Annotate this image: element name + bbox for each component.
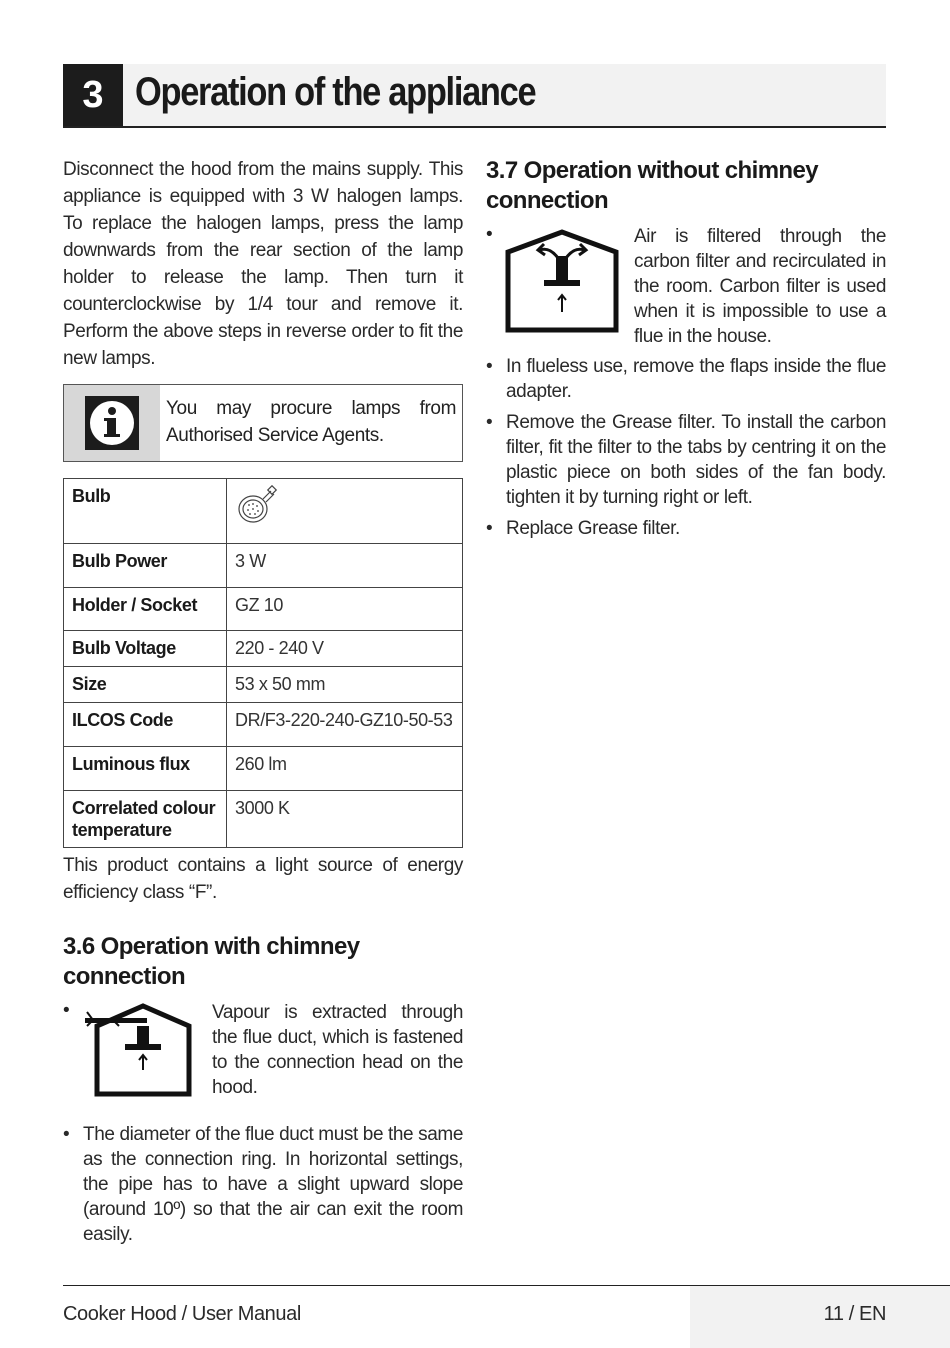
footer-manual-title: Cooker Hood / User Manual (63, 1303, 301, 1325)
bulb-spec-table (63, 478, 463, 848)
info-icon-cell (64, 385, 160, 461)
spec-label: ILCOS Code (64, 703, 227, 747)
footer-page-band (690, 1286, 950, 1348)
spec-value: 3 W (227, 544, 463, 588)
section-37-bullet-4 (486, 516, 886, 541)
footer-page-number: 11 / EN (823, 1303, 886, 1325)
spec-value-bulb (227, 479, 463, 544)
bullet-dot: • (63, 1000, 70, 1021)
bullet-dot: • (63, 1124, 70, 1145)
info-note-box (63, 384, 463, 462)
spec-value: 260 lm (227, 747, 463, 791)
chapter-number: 3 (63, 64, 123, 126)
info-note-text: You may procure lamps from Authorised Service Agents. (166, 398, 456, 446)
section-36-title: 3.6 Operation with chimney connection (63, 933, 360, 990)
spec-value: 3000 K (227, 791, 463, 848)
bullet-dot: • (486, 224, 493, 245)
spec-label: Luminous flux (64, 747, 227, 791)
bullet-text: In flueless use, remove the flaps inside the flue adapter. (506, 356, 886, 402)
recirculation-hood-icon (504, 226, 620, 334)
section-36-bullet-2 (63, 1122, 463, 1247)
info-icon (85, 396, 139, 450)
table-row (64, 703, 463, 747)
spec-label: Bulb Voltage (64, 631, 227, 667)
right-column (486, 156, 886, 547)
table-row (64, 631, 463, 667)
table-row (64, 747, 463, 791)
intro-paragraph: Disconnect the hood from the mains supply. This appliance is equipped with 3 W halogen lamps. To replace the halogen lamps, press the lamp downwards from the rear section of the lamp holder to release the lamp. Then turn it counterclockwise by 1/4 tour and remove it. Perform the above steps in reverse order to fit the new lamps. (63, 159, 463, 369)
table-row (64, 544, 463, 588)
section-37-bullet-1 (486, 224, 886, 354)
section-36-bullet-1 (63, 1000, 463, 1122)
bullet-dot: • (486, 412, 493, 433)
bullet-text: Replace Grease filter. (506, 518, 680, 539)
chimney-hood-icon (85, 1000, 199, 1098)
bullet-text: Air is filtered through the carbon filter and recirculated in the room. Carbon filter is used when it is impossible to use a flue in the house. (634, 226, 886, 347)
spec-label: Size (64, 667, 227, 703)
spec-value: 220 - 240 V (227, 631, 463, 667)
table-row (64, 588, 463, 631)
spec-value: DR/F3-220-240-GZ10-50-53 (227, 703, 463, 747)
spec-value: GZ 10 (227, 588, 463, 631)
table-row (64, 667, 463, 703)
bullet-text: The diameter of the flue duct must be the same as the connection ring. In horizontal settings, the pipe has to have a slight upward slope (around 10º) so that the air can exit the room easily. (83, 1124, 463, 1245)
section-37-bullet-2 (486, 354, 886, 404)
left-column (63, 156, 463, 1253)
bullet-text: Remove the Grease filter. To install the carbon filter, fit the filter to the tabs by centring it on the plastic piece on both sides of the fan body. tighten it by turning right or left. (506, 412, 886, 508)
table-row (64, 479, 463, 544)
spec-label: Correlated colour temperature (64, 791, 227, 848)
chapter-header (63, 64, 886, 128)
table-row (64, 791, 463, 848)
energy-note: This product contains a light source of energy efficiency class “F”. (63, 855, 463, 903)
chapter-title: Operation of the appliance (135, 70, 536, 114)
bullet-text: Vapour is extracted through the flue duct, which is fastened to the connection head on the hood. (212, 1002, 463, 1098)
spec-label: Holder / Socket (64, 588, 227, 631)
spec-label: Bulb Power (64, 544, 227, 588)
bullet-dot: • (486, 356, 493, 377)
section-37-bullet-3 (486, 410, 886, 510)
bullet-dot: • (486, 518, 493, 539)
section-37-title: 3.7 Operation without chimney connection (486, 157, 818, 214)
bulb-icon (235, 485, 279, 525)
spec-label: Bulb (64, 479, 227, 544)
spec-value: 53 x 50 mm (227, 667, 463, 703)
